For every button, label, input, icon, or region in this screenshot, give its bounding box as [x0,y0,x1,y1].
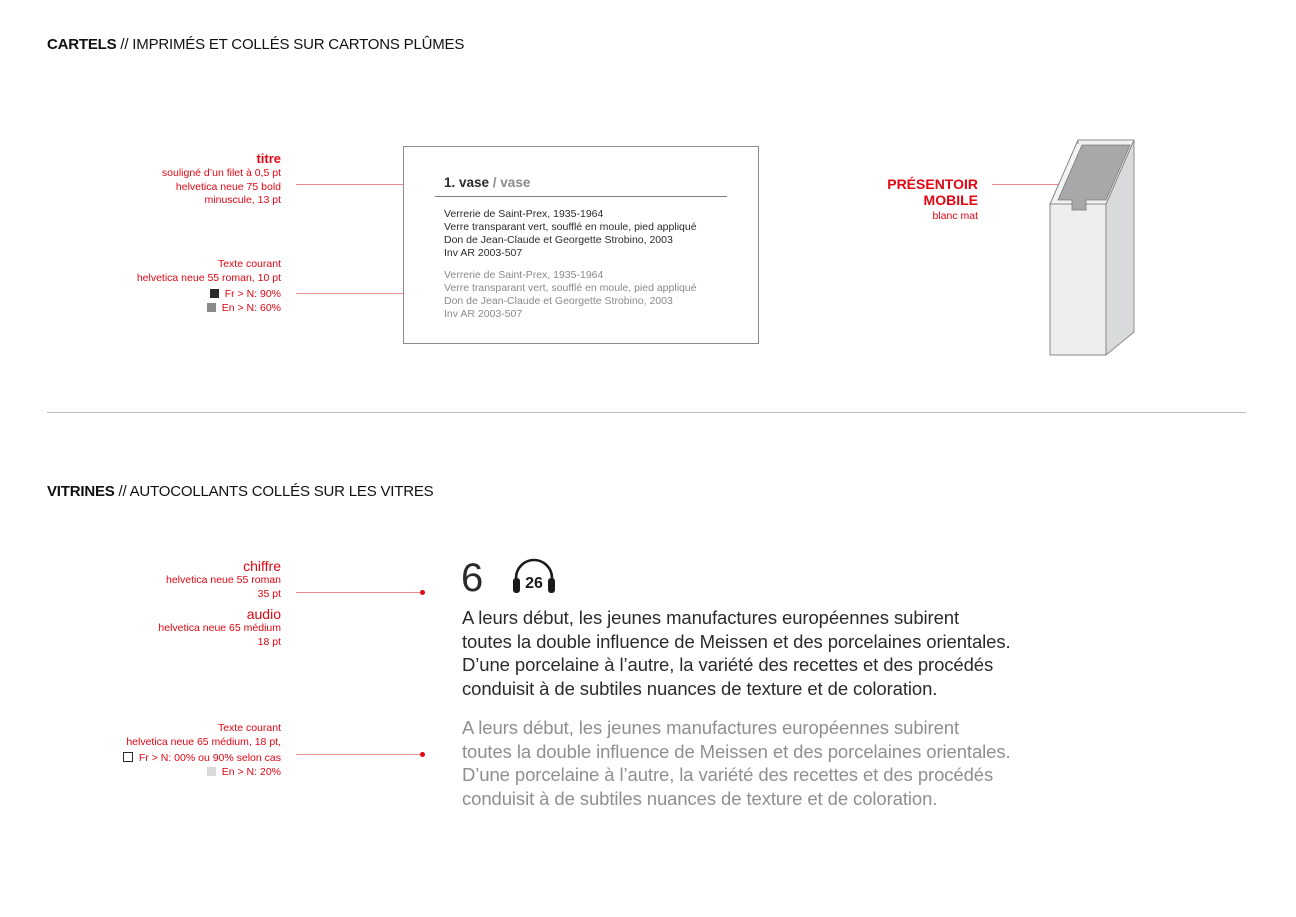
annotation-titre-head: titre [256,151,281,166]
cartel-en-line: Verrerie de Saint-Prex, 1935-1964 [444,269,604,281]
vitrines-title-rest: // AUTOCOLLANTS COLLÉS SUR LES VITRES [114,483,434,500]
annotation-chiffre-line: 35 pt [257,587,281,600]
leader-line-chiffre [296,592,422,593]
presentoir-label-line2: MOBILE [923,192,978,208]
legend-vitrine-fr [123,752,281,766]
cartel-title-rule [435,196,727,197]
presentoir-label-line3: blanc mat [932,210,978,222]
annotation-texte-vitrine-head: Texte courant [217,722,281,734]
cartel-fr-line: Verre transparant vert, soufflé en moule, pied appliqué [444,221,697,233]
vitrine-number: 6 [461,556,484,600]
annotation-chiffre [166,558,281,601]
para-fr-line: D’une porcelaine à l’autre, la variété des recettes et des procédés [462,654,994,675]
annotation-chiffre-head: chiffre [243,558,281,574]
cartels-title-bold: CARTELS [47,36,117,53]
vitrine-paragraph-en [462,716,1011,810]
cartel-en-line: Inv AR 2003-507 [444,308,523,320]
annotation-audio [158,606,281,649]
para-en-line: A leurs début, les jeunes manufactures européennes subirent [462,717,960,738]
section-divider [47,412,1246,413]
annotation-titre-line: minuscule, 13 pt [204,194,281,206]
annotation-titre-line: helvetica neue 75 bold [175,180,281,193]
vitrine-paragraph-fr [462,606,1011,700]
cartel-title-en: / vase [489,175,531,190]
legend-fr-label: Fr > N: 90% [224,288,281,300]
para-en-line: D’une porcelaine à l’autre, la variété des recettes et des procédés [462,764,994,785]
cartels-section-title [47,36,464,53]
audio-headphones-icon [511,556,557,598]
annotation-audio-line: 18 pt [257,635,281,648]
legend-en [137,302,281,316]
cartel-fr-line: Verrerie de Saint-Prex, 1935-1964 [444,208,604,220]
annotation-texte-cartel [137,258,281,315]
annotation-texte-head: Texte courant [217,258,281,270]
cartel-en-line: Verre transparant vert, soufflé en moule, pied appliqué [444,282,697,294]
legend-fr [137,288,281,302]
cartel-card [403,146,759,344]
vitrines-section-title [47,483,433,500]
para-en-line: conduisit à de subtiles nuances de texture et de coloration. [462,787,938,809]
leader-dot-texte-vitrine [420,752,425,757]
cartel-fr-line: Inv AR 2003-507 [444,247,523,259]
swatch-fr-90 [210,289,219,298]
annotation-presentoir [887,176,978,224]
cartel-en-line: Don de Jean-Claude et Georgette Strobino, 2003 [444,295,673,307]
cartel-text-en [444,269,697,321]
annotation-texte-line: helvetica neue 55 roman, 10 pt [136,271,281,284]
leader-line-texte-vitrine [296,754,422,755]
annotation-titre-line: souligné d’un filet à 0,5 pt [161,167,281,179]
vitrines-title-bold: VITRINES [47,483,115,500]
para-fr-line: toutes la double influence de Meissen et des porcelaines orientales. [462,630,1011,652]
cartel-fr-line: Don de Jean-Claude et Georgette Strobino, 2003 [444,234,673,246]
legend-vitrine-fr-label: Fr > N: 00% ou 90% selon cas [138,752,281,764]
swatch-en-60 [207,303,216,312]
annotation-audio-head: audio [246,606,281,622]
presentoir-label-line1: PRÉSENTOIR [887,176,978,192]
presentoir-illustration [1040,130,1150,362]
presentoir-front-face [1050,204,1106,355]
audio-number: 26 [525,575,543,592]
cartels-title-rest: // IMPRIMÉS ET COLLÉS SUR CARTONS PLÛMES [116,36,465,53]
cartel-text-fr [444,208,697,260]
para-fr-line: conduisit à de subtiles nuances de texture et de coloration. [462,677,938,699]
swatch-fr-00 [123,752,133,762]
cartel-title [444,175,530,190]
annotation-texte-vitrine [123,722,281,779]
leader-dot-chiffre [420,590,425,595]
swatch-en-20 [207,767,216,776]
cartel-title-fr: 1. vase [444,175,490,190]
legend-en-label: En > N: 60% [221,301,281,314]
legend-vitrine-en-label: En > N: 20% [221,765,281,778]
annotation-texte-vitrine-line: helvetica neue 65 médium, 18 pt, [126,735,281,748]
annotation-audio-line: helvetica neue 65 médium [158,622,281,634]
legend-vitrine-en [123,766,281,780]
para-en-line: toutes la double influence de Meissen et des porcelaines orientales. [462,740,1011,762]
annotation-titre [162,151,281,208]
annotation-chiffre-line: helvetica neue 55 roman [166,574,281,586]
para-fr-line: A leurs début, les jeunes manufactures européennes subirent [462,607,960,628]
